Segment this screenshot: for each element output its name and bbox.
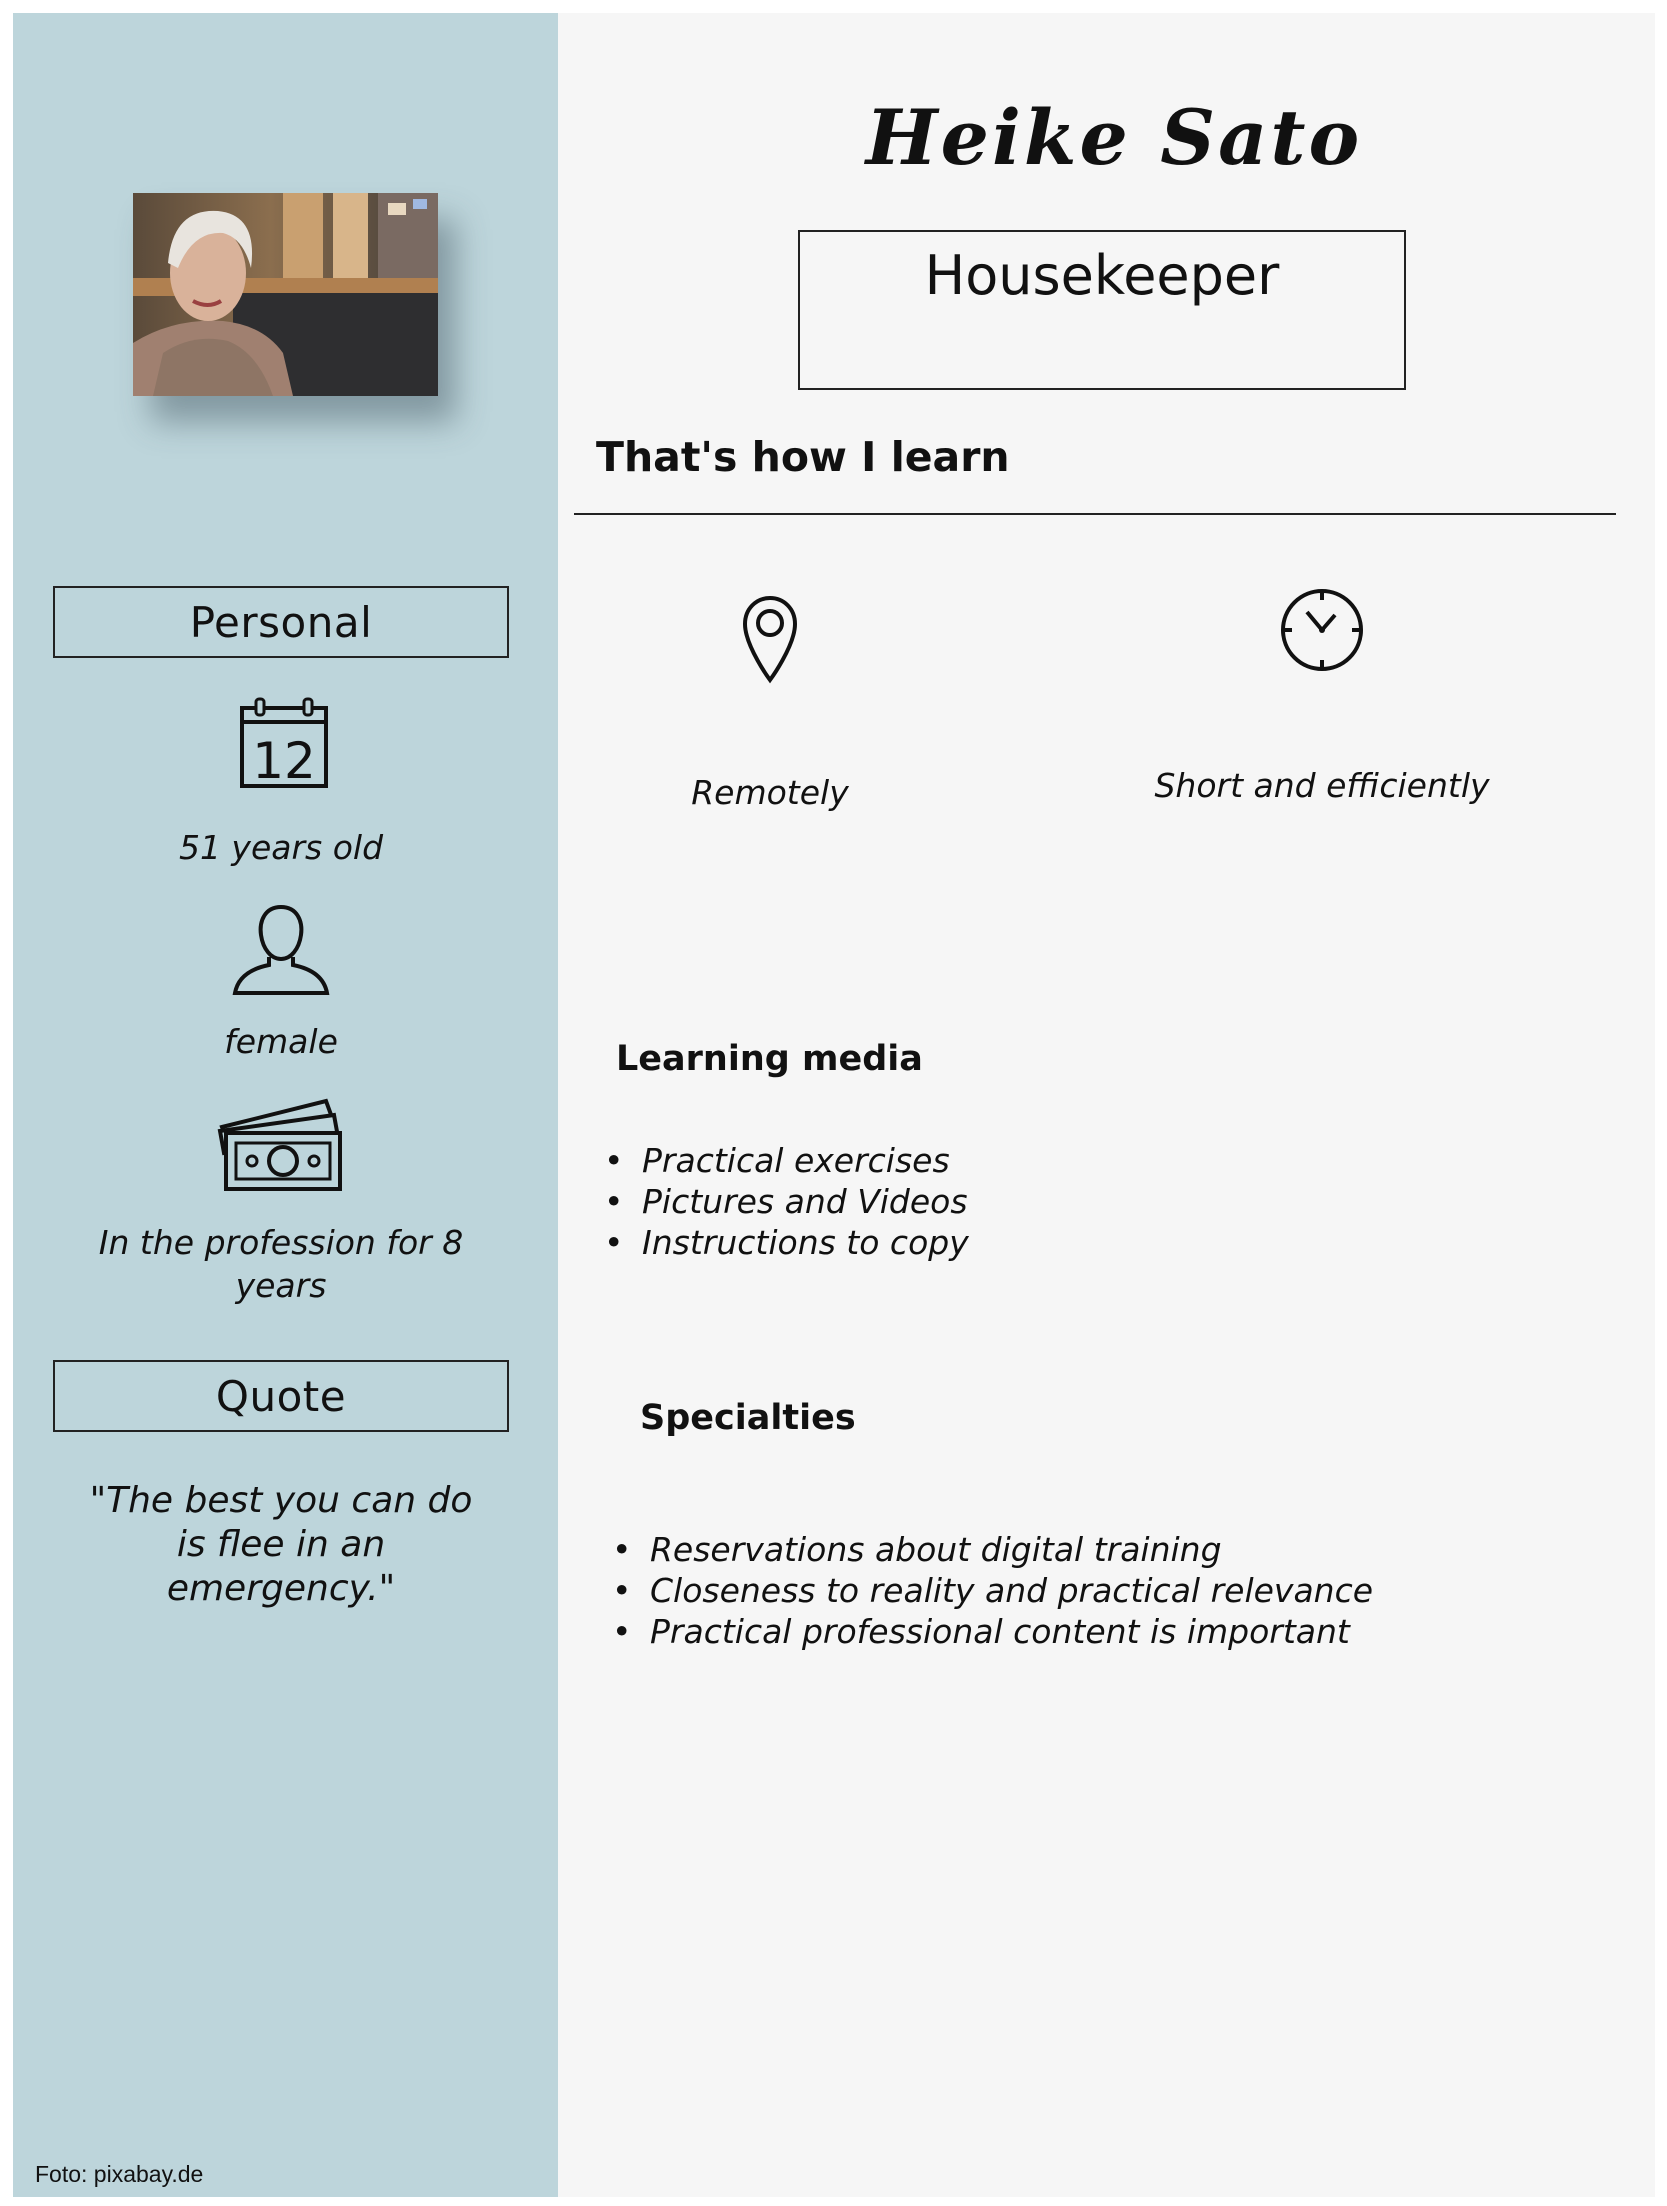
personal-heading: Personal [53, 586, 509, 658]
list-item: • Instructions to copy [642, 1222, 969, 1263]
list-item: • Pictures and Videos [642, 1181, 969, 1222]
list-item: • Practical exercises [642, 1140, 969, 1181]
persona-sheet [13, 13, 1655, 2197]
role-text: Housekeeper [924, 244, 1280, 307]
person-icon [231, 901, 331, 997]
learning-media-list [602, 1140, 969, 1263]
experience-text: In the profession for 8 years [98, 1223, 464, 1305]
persona-name: Heike Sato [865, 93, 1363, 182]
list-item: • Closeness to reality and practical relevance [650, 1570, 1373, 1611]
quote-text: "The best you can do is flee in an emergency." [89, 1480, 473, 1609]
calendar-icon [238, 696, 330, 790]
location-pin-icon [740, 594, 800, 684]
location-text: Remotely [691, 773, 849, 812]
specialties-title: Specialties [640, 1398, 856, 1438]
divider [574, 513, 1616, 515]
time-text: Short and efficiently [1154, 766, 1490, 805]
clock-icon [1277, 585, 1367, 675]
specialties-list [610, 1529, 1373, 1652]
learning-title: That's how I learn [596, 433, 1010, 481]
portrait-image [133, 193, 438, 396]
quote-heading: Quote [53, 1360, 509, 1432]
calendar-day: 12 [252, 732, 316, 790]
sidebar [13, 13, 558, 2197]
photo-credit: Foto: pixabay.de [35, 2161, 204, 2187]
money-icon [216, 1095, 346, 1195]
learning-media-title: Learning media [616, 1039, 923, 1079]
gender-text: female [224, 1022, 338, 1061]
profile-photo [133, 193, 438, 396]
list-item: • Practical professional content is important [650, 1611, 1373, 1652]
role-box [798, 230, 1406, 390]
list-item: • Reservations about digital training [650, 1529, 1373, 1570]
age-text: 51 years old [178, 828, 384, 867]
